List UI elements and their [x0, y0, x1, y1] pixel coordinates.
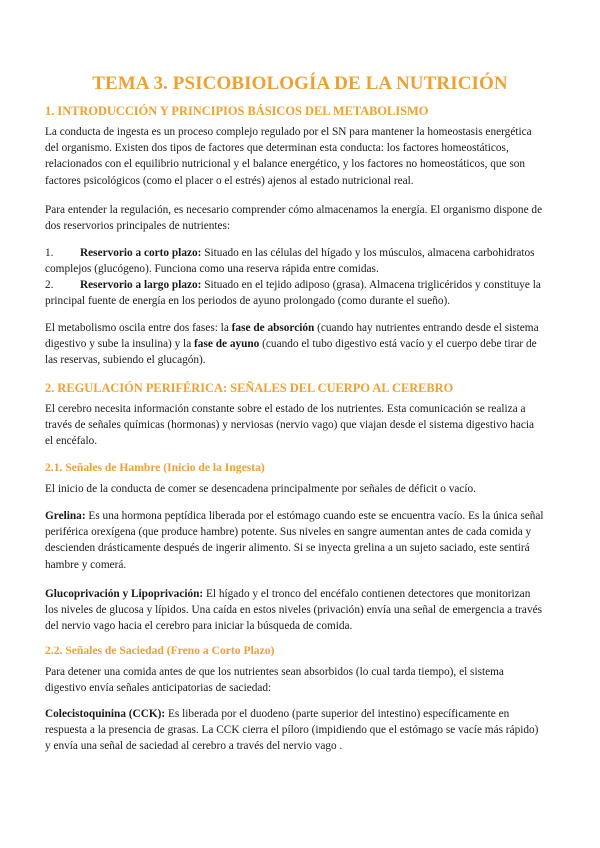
paragraph-conducta-ingesta: La conducta de ingesta es un proceso complejo regulado por el SN para mantener la homeostasis energética del organismo. Existen dos tipos de factores que determinan esta conducta: los factores homeostáticos, relacionados con el equilibrio nutricional y el balance energético, y los factores no homeostáticos, que son factores psicológicos (como el placer o el estrés) ajenos al estado nutricional real.: [45, 126, 532, 187]
paragraph-regulacion-energia: Para entender la regulación, es necesario comprender cómo almacenamos la energía. El organismo dispone de dos reservorios principales de nutrientes:: [45, 204, 543, 233]
paragraph-inicio-conducta: El inicio de la conducta de comer se desencadena principalmente por señales de déficit o vacío.: [45, 483, 476, 495]
paragraph-detener-comida: Para detener una comida antes de que los nutrientes sean absorbidos (lo cual tarda tiempo), el sistema digestivo envía señales anticipatorias de saciedad:: [45, 666, 504, 695]
list-term: Reservorio a largo plazo:: [80, 279, 202, 291]
paragraph-cck: Colecistoquinina (CCK): Es liberada por el duodeno (parte superior del intestino) específicamente en respuesta a la presencia de grasas. La CCK cierra el píloro (impidiendo que el estómago se vacíe más rápido) y envía una señal de saciedad al cerebro a través del nervio vago .: [45, 708, 539, 753]
subsection-heading-hambre: 2.1. Señales de Hambre (Inicio de la Ingesta): [45, 461, 265, 474]
list-number: 2.: [45, 279, 54, 291]
paragraph-grelina: Grelina: Es una hormona peptídica liberada por el estómago cuando este se encuentra vacío. Es la única señal periférica orexígena (que produce hambre) potente. Sus niveles en sangre aumentan antes de cada comida y descienden drásticamente después de ingerir alimento. Si se inyecta grelina a un sujeto saciado, este sentirá hambre y comerá.: [45, 510, 544, 571]
section-heading-regulacion-periferica: 2. REGULACIÓN PERIFÉRICA: SEÑALES DEL CUERPO AL CEREBRO: [45, 381, 454, 395]
term-glucoprivacion: Glucoprivación y Lipoprivación:: [45, 588, 204, 600]
list-item-reservorio-largo: [45, 277, 545, 309]
subsection-heading-saciedad: 2.2. Señales de Saciedad (Freno a Corto Plazo): [45, 644, 275, 657]
term-fase-absorcion: fase de absorción: [231, 322, 315, 334]
term-grelina: Grelina:: [45, 510, 86, 522]
term-cck: Colecistoquinina (CCK):: [45, 708, 166, 720]
list-number: 1.: [45, 247, 54, 259]
list-item-reservorio-corto: [45, 245, 545, 277]
list-text: Situado en las células del hígado y los músculos, almacena carbohidratos complejos (glucógeno). Funciona como una reserva rápida entre comidas.: [45, 247, 535, 276]
paragraph-fases-metabolismo: El metabolismo oscila entre dos fases: la fase de absorción (cuando hay nutrientes entrando desde el sistema digestivo y sube la insulina) y la fase de ayuno (cuando el tubo digestivo está vacío y el cuerpo debe tirar de las reservas, subiendo el glucagón).: [45, 322, 539, 367]
list-term: Reservorio a corto plazo:: [80, 247, 202, 259]
document-title: TEMA 3. PSICOBIOLOGÍA DE LA NUTRICIÓN: [92, 73, 508, 94]
paragraph-cerebro-informacion: El cerebro necesita información constante sobre el estado de los nutrientes. Esta comunicación se realiza a través de señales químicas (hormonas) y nerviosas (nervio vago) que viajan desde el sistema digestivo hacia el encéfalo.: [45, 403, 535, 448]
section-heading-introduccion: 1. INTRODUCCIÓN Y PRINCIPIOS BÁSICOS DEL METABOLISMO: [45, 104, 429, 118]
list-text: Situado en el tejido adiposo (grasa). Almacena triglicéridos y constituye la principal fuente de energía en los periodos de ayuno prolongado (como durante el sueño).: [45, 279, 541, 308]
paragraph-glucoprivacion: Glucoprivación y Lipoprivación: El hígado y el tronco del encéfalo contienen detectores que monitorizan los niveles de glucosa y lípidos. Una caída en estos niveles (privación) envía una señal de emergencia a través del nervio vago hacia el cerebro para iniciar la búsqueda de comida.: [45, 588, 542, 633]
term-fase-ayuno: fase de ayuno: [194, 338, 260, 351]
